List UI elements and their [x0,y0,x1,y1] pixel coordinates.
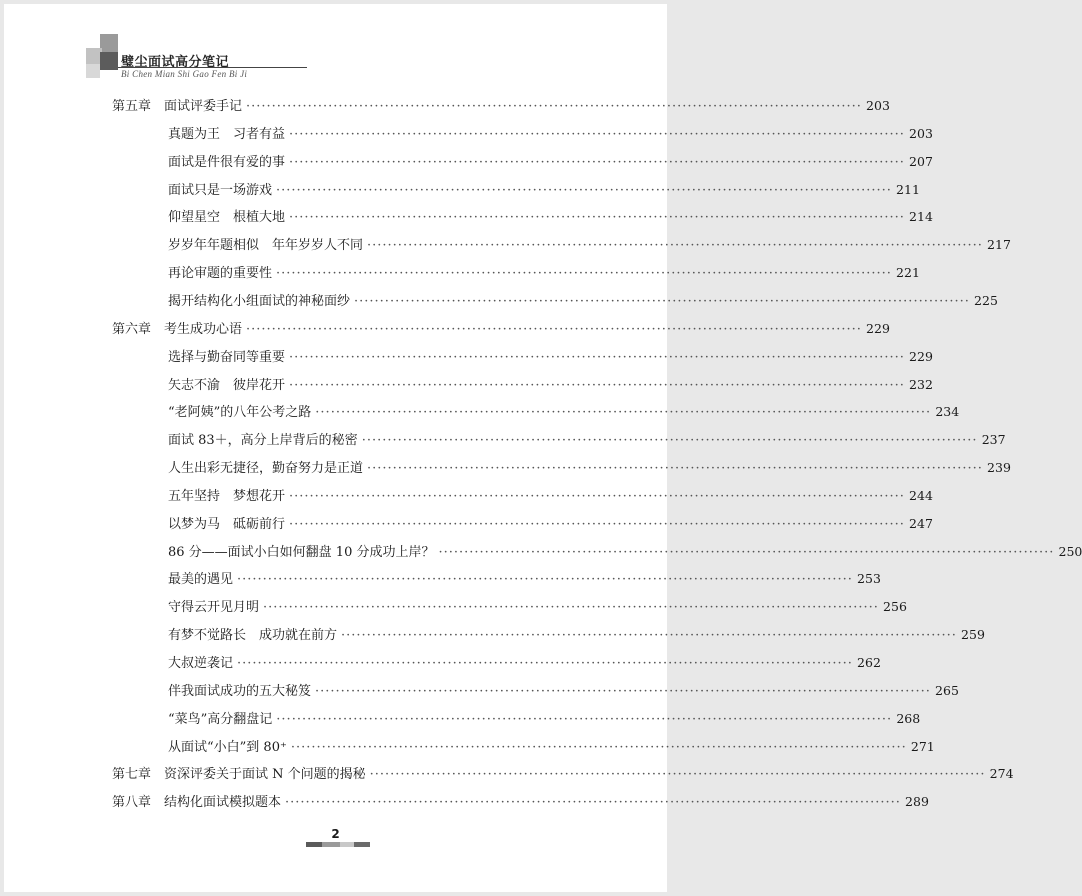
section-title: 人生出彩无捷径，勤奋努力是正道 [168,461,364,476]
dot-leader: ························································································································ [276,712,893,727]
toc-page-number: 239 [987,460,1011,475]
toc-chapter-entry [112,792,929,812]
toc-section-entry [168,291,998,311]
toc-page-number: 271 [910,739,935,754]
dot-leader: ························································································································ [315,684,931,699]
page-number: 2 [331,827,340,841]
toc-section-entry [168,124,933,144]
toc-page-number: 234 [935,404,960,419]
section-title: 伴我面试成功的五大秘笈 [168,684,312,699]
toc-page-number: 229 [866,321,890,336]
dot-leader: ························································································································ [367,238,983,253]
toc-chapter-entry [112,96,890,116]
chapter-title: 面试评委手记 [164,99,243,114]
toc-section-entry [168,737,935,757]
section-title: 揭开结构化小组面试的神秘面纱 [168,294,351,309]
toc-chapter-entry [112,764,1014,784]
toc-page-number: 207 [909,154,933,169]
toc-page-number: 289 [905,794,929,809]
section-title: 从面试“小白”到 80⁺ [168,740,287,755]
section-title: 选择与勤奋同等重要 [168,350,286,365]
toc-page-number: 259 [961,627,985,642]
dot-leader: ························································································································ [276,183,892,198]
dot-leader: ························································································································ [276,266,892,281]
dot-leader: ························································································································ [341,628,957,643]
chapter-title: 考生成功心语 [164,322,243,337]
toc-section-entry [168,347,933,367]
footer-decor-bar [340,842,354,847]
toc-page-number: 247 [909,516,933,531]
toc-section-entry [168,375,933,395]
toc-section-entry [168,458,1011,478]
toc-section-entry [168,597,907,617]
toc-page-number: 203 [866,98,890,113]
toc-page-number: 265 [935,683,959,698]
dot-leader: ························································································································ [289,517,905,532]
chapter-number: 第七章 [112,767,152,782]
section-title: 再论审题的重要性 [168,266,273,281]
section-title: 真题为王 习者有益 [168,127,286,142]
dot-leader: ························································································································ [289,350,905,365]
chapter-title: 资深评委关于面试 N 个问题的揭秘 [164,767,366,782]
toc-section-entry [168,542,1082,562]
toc-page-number: 214 [909,209,933,224]
section-title: 86 分——面试小白如何翻盘 10 分成功上岸？ [168,545,435,560]
header-rule [118,67,307,68]
toc-page-number: 225 [974,293,998,308]
section-title: “老阿姨”的八年公考之路 [168,405,312,420]
chapter-number: 第八章 [112,795,152,810]
toc-page-number: 274 [989,766,1014,781]
toc-section-entry [168,681,959,701]
dot-leader: ························································································································ [289,210,905,225]
toc-page-number: 244 [909,488,933,503]
dot-leader: ························································································································ [438,545,1055,560]
dot-leader: ························································································································ [361,433,978,448]
dot-leader: ························································································································ [263,600,879,615]
toc-page-number: 268 [896,711,921,726]
dot-leader: ························································································································ [289,489,905,504]
section-title: 大叔逆袭记 [168,656,234,671]
toc-page-number: 211 [896,182,920,197]
toc-page-number: 217 [987,237,1011,252]
toc-page-number: 237 [981,432,1006,447]
section-title: 面试只是一场游戏 [168,183,273,198]
dot-leader: ························································································································ [237,572,853,587]
dot-leader: ························································································································ [289,127,905,142]
dot-leader: ························································································································ [289,155,905,170]
header-decor-square [100,52,118,70]
dot-leader: ························································································································ [237,656,853,671]
running-header-title: 璧尘面试高分笔记 [121,55,230,70]
header-decor-square [86,64,100,78]
running-header-subtitle: Bi Chen Mian Shi Gao Fen Bi Ji [121,69,248,79]
toc-section-entry [168,625,985,645]
toc-section-entry [168,207,933,227]
toc-page-number: 262 [857,655,881,670]
footer-decor-bar [306,842,322,847]
footer-decor-bar [354,842,370,847]
section-title: 仰望星空 根植大地 [168,210,286,225]
chapter-title: 结构化面试模拟题本 [164,795,282,810]
dot-leader: ························································································································ [367,461,983,476]
chapter-number: 第六章 [112,322,152,337]
toc-page-number: 229 [909,349,933,364]
toc-chapter-entry [112,319,890,339]
toc-page-number: 256 [883,599,907,614]
toc-page-number: 253 [857,571,881,586]
section-title: 矢志不渝 彼岸花开 [168,378,286,393]
toc-page-number: 221 [896,265,920,280]
footer-decor-bar [322,842,340,847]
section-title: 岁岁年年题相似 年年岁岁人不同 [168,238,364,253]
toc-section-entry [168,430,1006,450]
toc-section-entry [168,263,920,283]
section-title: 最美的遇见 [168,572,234,587]
toc-section-entry [168,486,933,506]
section-title: 面试 83＋，高分上岸背后的秘密 [168,433,358,448]
toc-section-entry [168,180,920,200]
section-title: 五年坚持 梦想花开 [168,489,286,504]
dot-leader: ························································································································ [246,99,862,114]
section-title: “菜鸟”高分翻盘记 [168,712,273,727]
toc-section-entry [168,709,921,729]
section-title: 面试是件很有爱的事 [168,155,286,170]
toc-section-entry [168,569,881,589]
toc-section-entry [168,402,960,422]
chapter-number: 第五章 [112,99,152,114]
section-title: 守得云开见月明 [168,600,260,615]
toc-page-number: 203 [909,126,933,141]
dot-leader: ························································································································ [315,405,932,420]
dot-leader: ························································································································ [246,322,862,337]
toc-page-number: 232 [909,377,933,392]
header-decor-square [100,34,118,52]
toc-section-entry [168,235,1011,255]
dot-leader: ························································································································ [290,740,907,755]
section-title: 有梦不觉路长 成功就在前方 [168,628,338,643]
dot-leader: ························································································································ [289,378,905,393]
dot-leader: ························································································································ [354,294,970,309]
toc-section-entry [168,514,933,534]
toc-page-number: 250 [1058,544,1082,559]
toc-section-entry [168,152,933,172]
dot-leader: ························································································································ [285,795,901,810]
section-title: 以梦为马 砥砺前行 [168,517,286,532]
toc-section-entry [168,653,881,673]
dot-leader: ························································································································ [369,767,986,782]
